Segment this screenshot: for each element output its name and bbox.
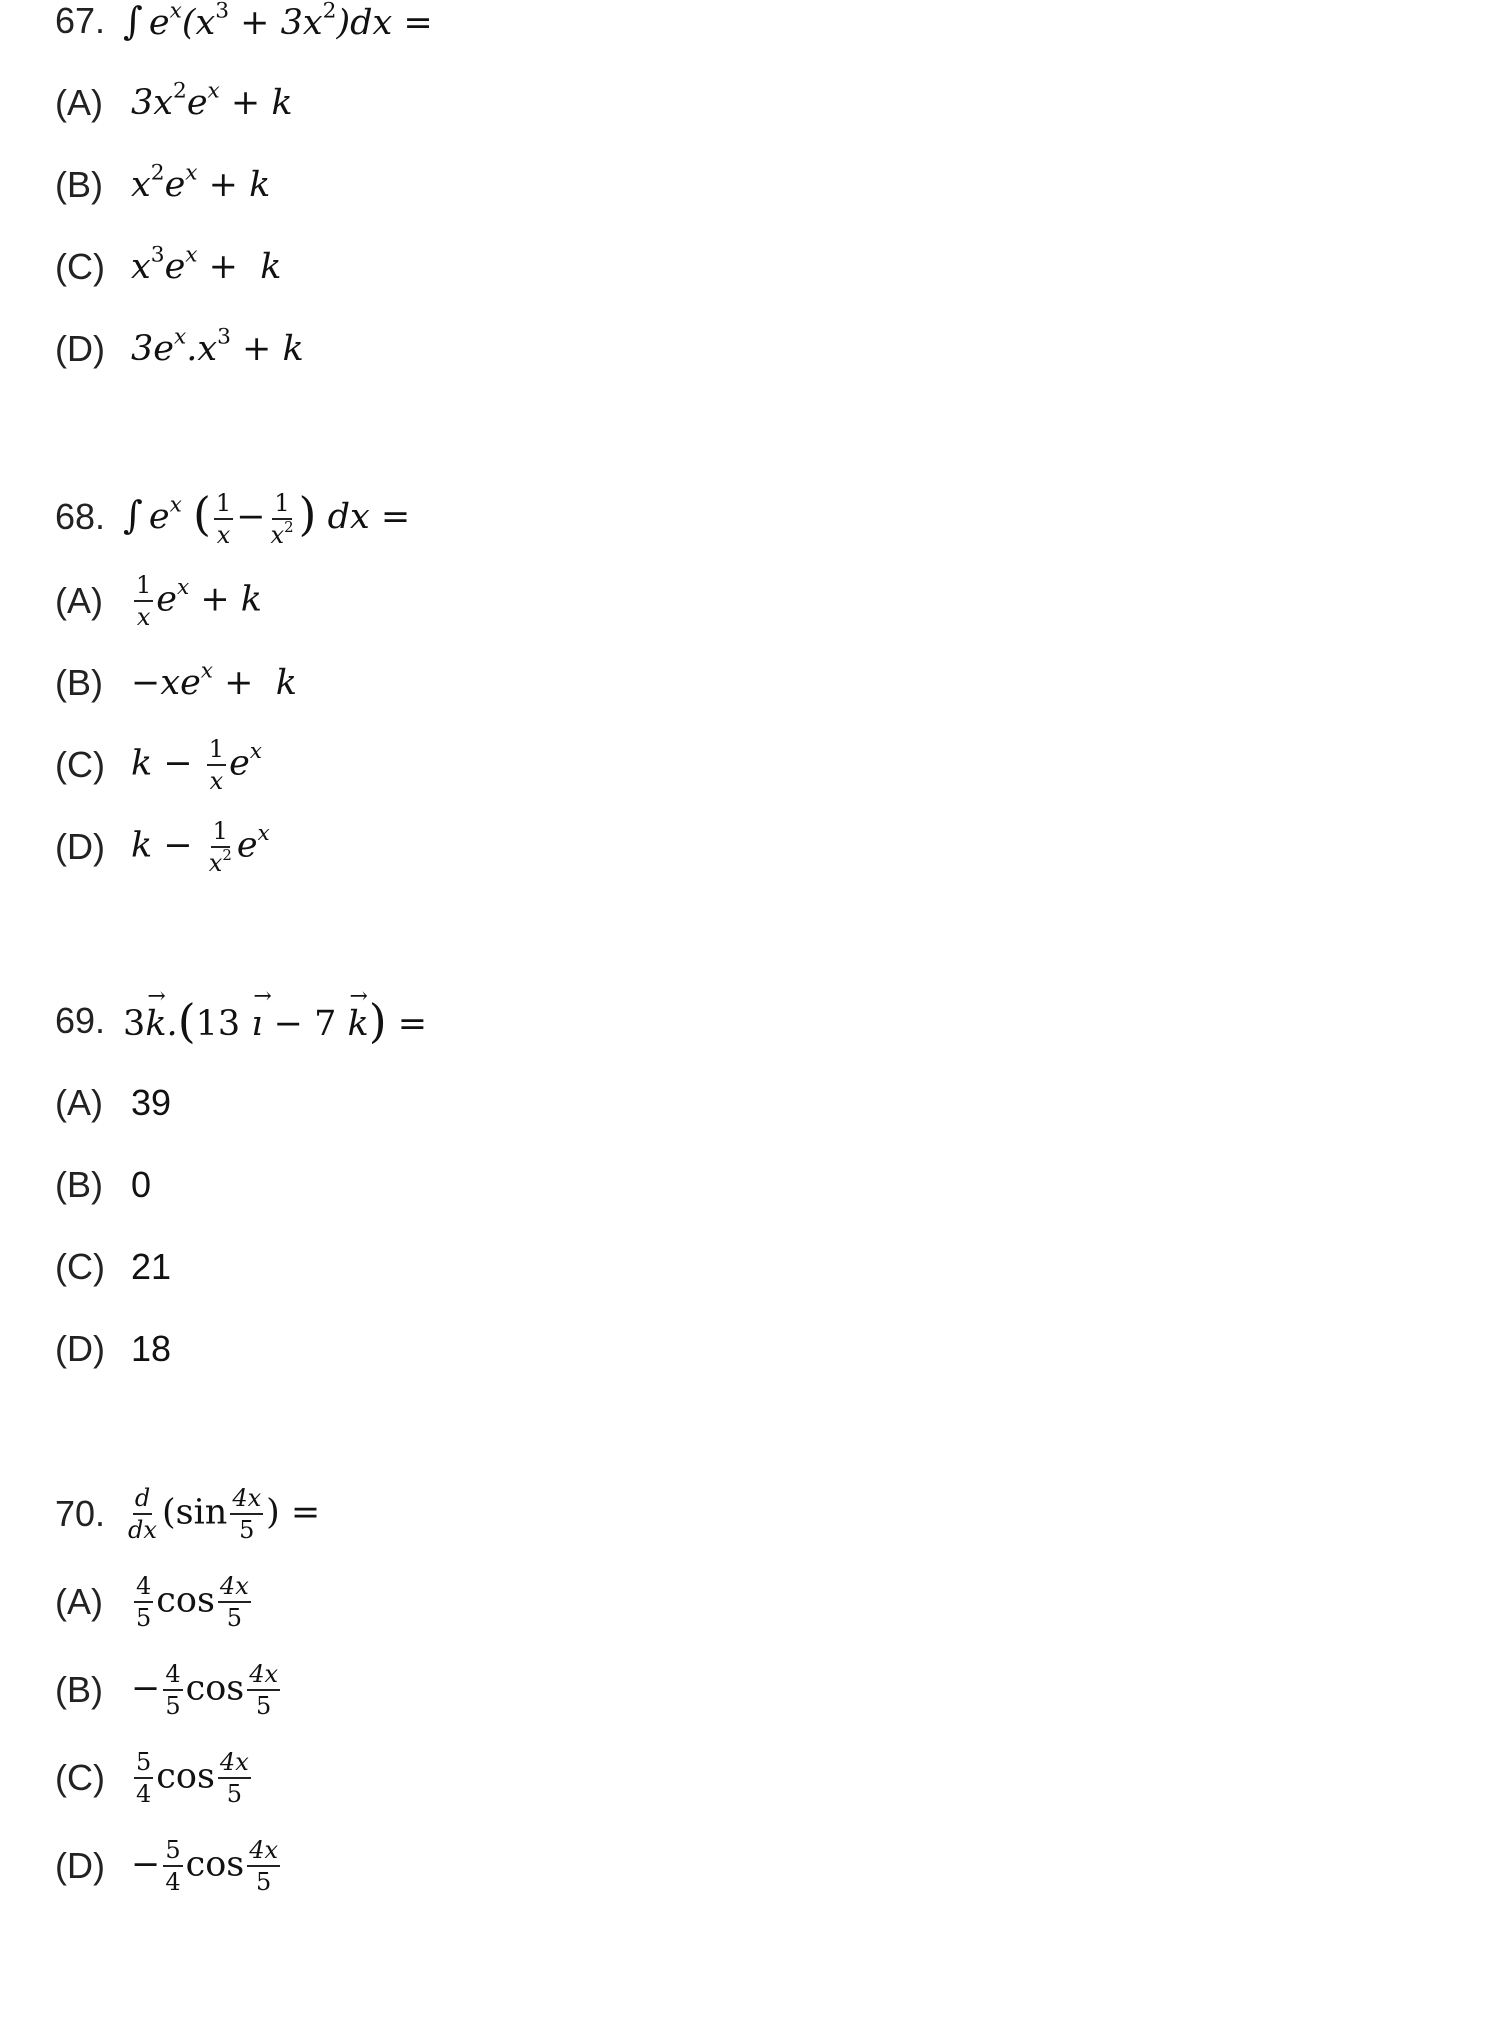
option-67-d[interactable] [55, 308, 433, 390]
option-expression: k − $\frac{1}{x^2}$ $e^x$ [131, 817, 270, 877]
option-label: (B) [55, 662, 103, 703]
option-label: (C) [55, 246, 105, 287]
question-expression: ∫ $e^x$ ( $\frac{1}{x}$ − $\frac{1}{x^2}$ ) dx = [123, 487, 411, 549]
option-label: (A) [55, 580, 103, 621]
question-expression: 3→ k.(13 → ı − 7 → k) = [123, 994, 427, 1048]
option-69-b[interactable] [55, 1144, 427, 1226]
option-expression: $x^2e^x + k$ [131, 160, 271, 205]
question-70-stem [55, 1470, 320, 1558]
option-label: (D) [55, 1328, 105, 1369]
option-70-a[interactable] [55, 1558, 320, 1646]
option-expression: $x^3e^x + k$ [131, 242, 282, 287]
option-67-c[interactable] [55, 226, 433, 308]
question-69-stem [55, 980, 427, 1062]
option-value: 0 [131, 1164, 152, 1205]
option-67-b[interactable] [55, 144, 433, 226]
option-label: (B) [55, 1669, 103, 1710]
option-label: (C) [55, 1246, 105, 1287]
option-label: (C) [55, 744, 105, 785]
question-67-stem [55, 0, 433, 62]
option-68-c[interactable] [55, 724, 410, 806]
option-label: (C) [55, 1757, 105, 1798]
question-number: 70. [55, 1493, 106, 1534]
option-69-a[interactable] [55, 1062, 427, 1144]
option-69-d[interactable] [55, 1308, 427, 1390]
option-67-a[interactable] [55, 62, 433, 144]
question-number: 68. [55, 496, 106, 537]
option-70-b[interactable] [55, 1646, 320, 1734]
question-68 [55, 474, 410, 888]
option-68-b[interactable] [55, 642, 410, 724]
option-68-a[interactable] [55, 560, 410, 642]
option-expression: $\frac{5}{4}$ cos $\frac{4x}{5}$ [136, 1748, 249, 1808]
question-expression: ∫ $e^x(x^3 + 3x^2)dx$ = [123, 0, 433, 43]
option-69-c[interactable] [55, 1226, 427, 1308]
question-68-stem [55, 474, 410, 560]
option-label: (D) [55, 826, 105, 867]
question-67 [55, 0, 433, 390]
option-expression: $3x^2e^x + k$ [131, 78, 293, 123]
option-expression: $3e^x.x^3 + k$ [131, 324, 304, 369]
question-number: 67. [55, 0, 106, 41]
option-expression: k − $\frac{1}{x}$ $e^x$ [131, 735, 263, 795]
option-label: (A) [55, 1082, 103, 1123]
option-expression: $-xe^x + k$ [131, 658, 297, 703]
option-68-d[interactable] [55, 806, 410, 888]
option-label: (A) [55, 82, 103, 123]
question-69 [55, 980, 427, 1390]
option-value: 18 [131, 1328, 172, 1369]
option-expression: − $\frac{5}{4}$ cos $\frac{4x}{5}$ [131, 1836, 279, 1896]
option-label: (B) [55, 1164, 103, 1205]
option-value: 21 [131, 1246, 172, 1287]
option-label: (A) [55, 1581, 103, 1622]
option-70-c[interactable] [55, 1734, 320, 1822]
option-label: (B) [55, 164, 103, 205]
option-expression: $\frac{1}{x}$ $e^x + k$ [136, 571, 263, 631]
option-expression: $\frac{4}{5}$ cos $\frac{4x}{5}$ [136, 1572, 249, 1632]
option-value: 39 [131, 1082, 172, 1123]
option-expression: − $\frac{4}{5}$ cos $\frac{4x}{5}$ [131, 1660, 279, 1720]
option-70-d[interactable] [55, 1822, 320, 1910]
question-expression: $\frac{d}{dx}$ (sin $\frac{4x}{5}$ ) = [128, 1484, 321, 1544]
option-label: (D) [55, 1845, 105, 1886]
option-label: (D) [55, 328, 105, 369]
question-70 [55, 1470, 320, 1910]
question-number: 69. [55, 1000, 106, 1041]
